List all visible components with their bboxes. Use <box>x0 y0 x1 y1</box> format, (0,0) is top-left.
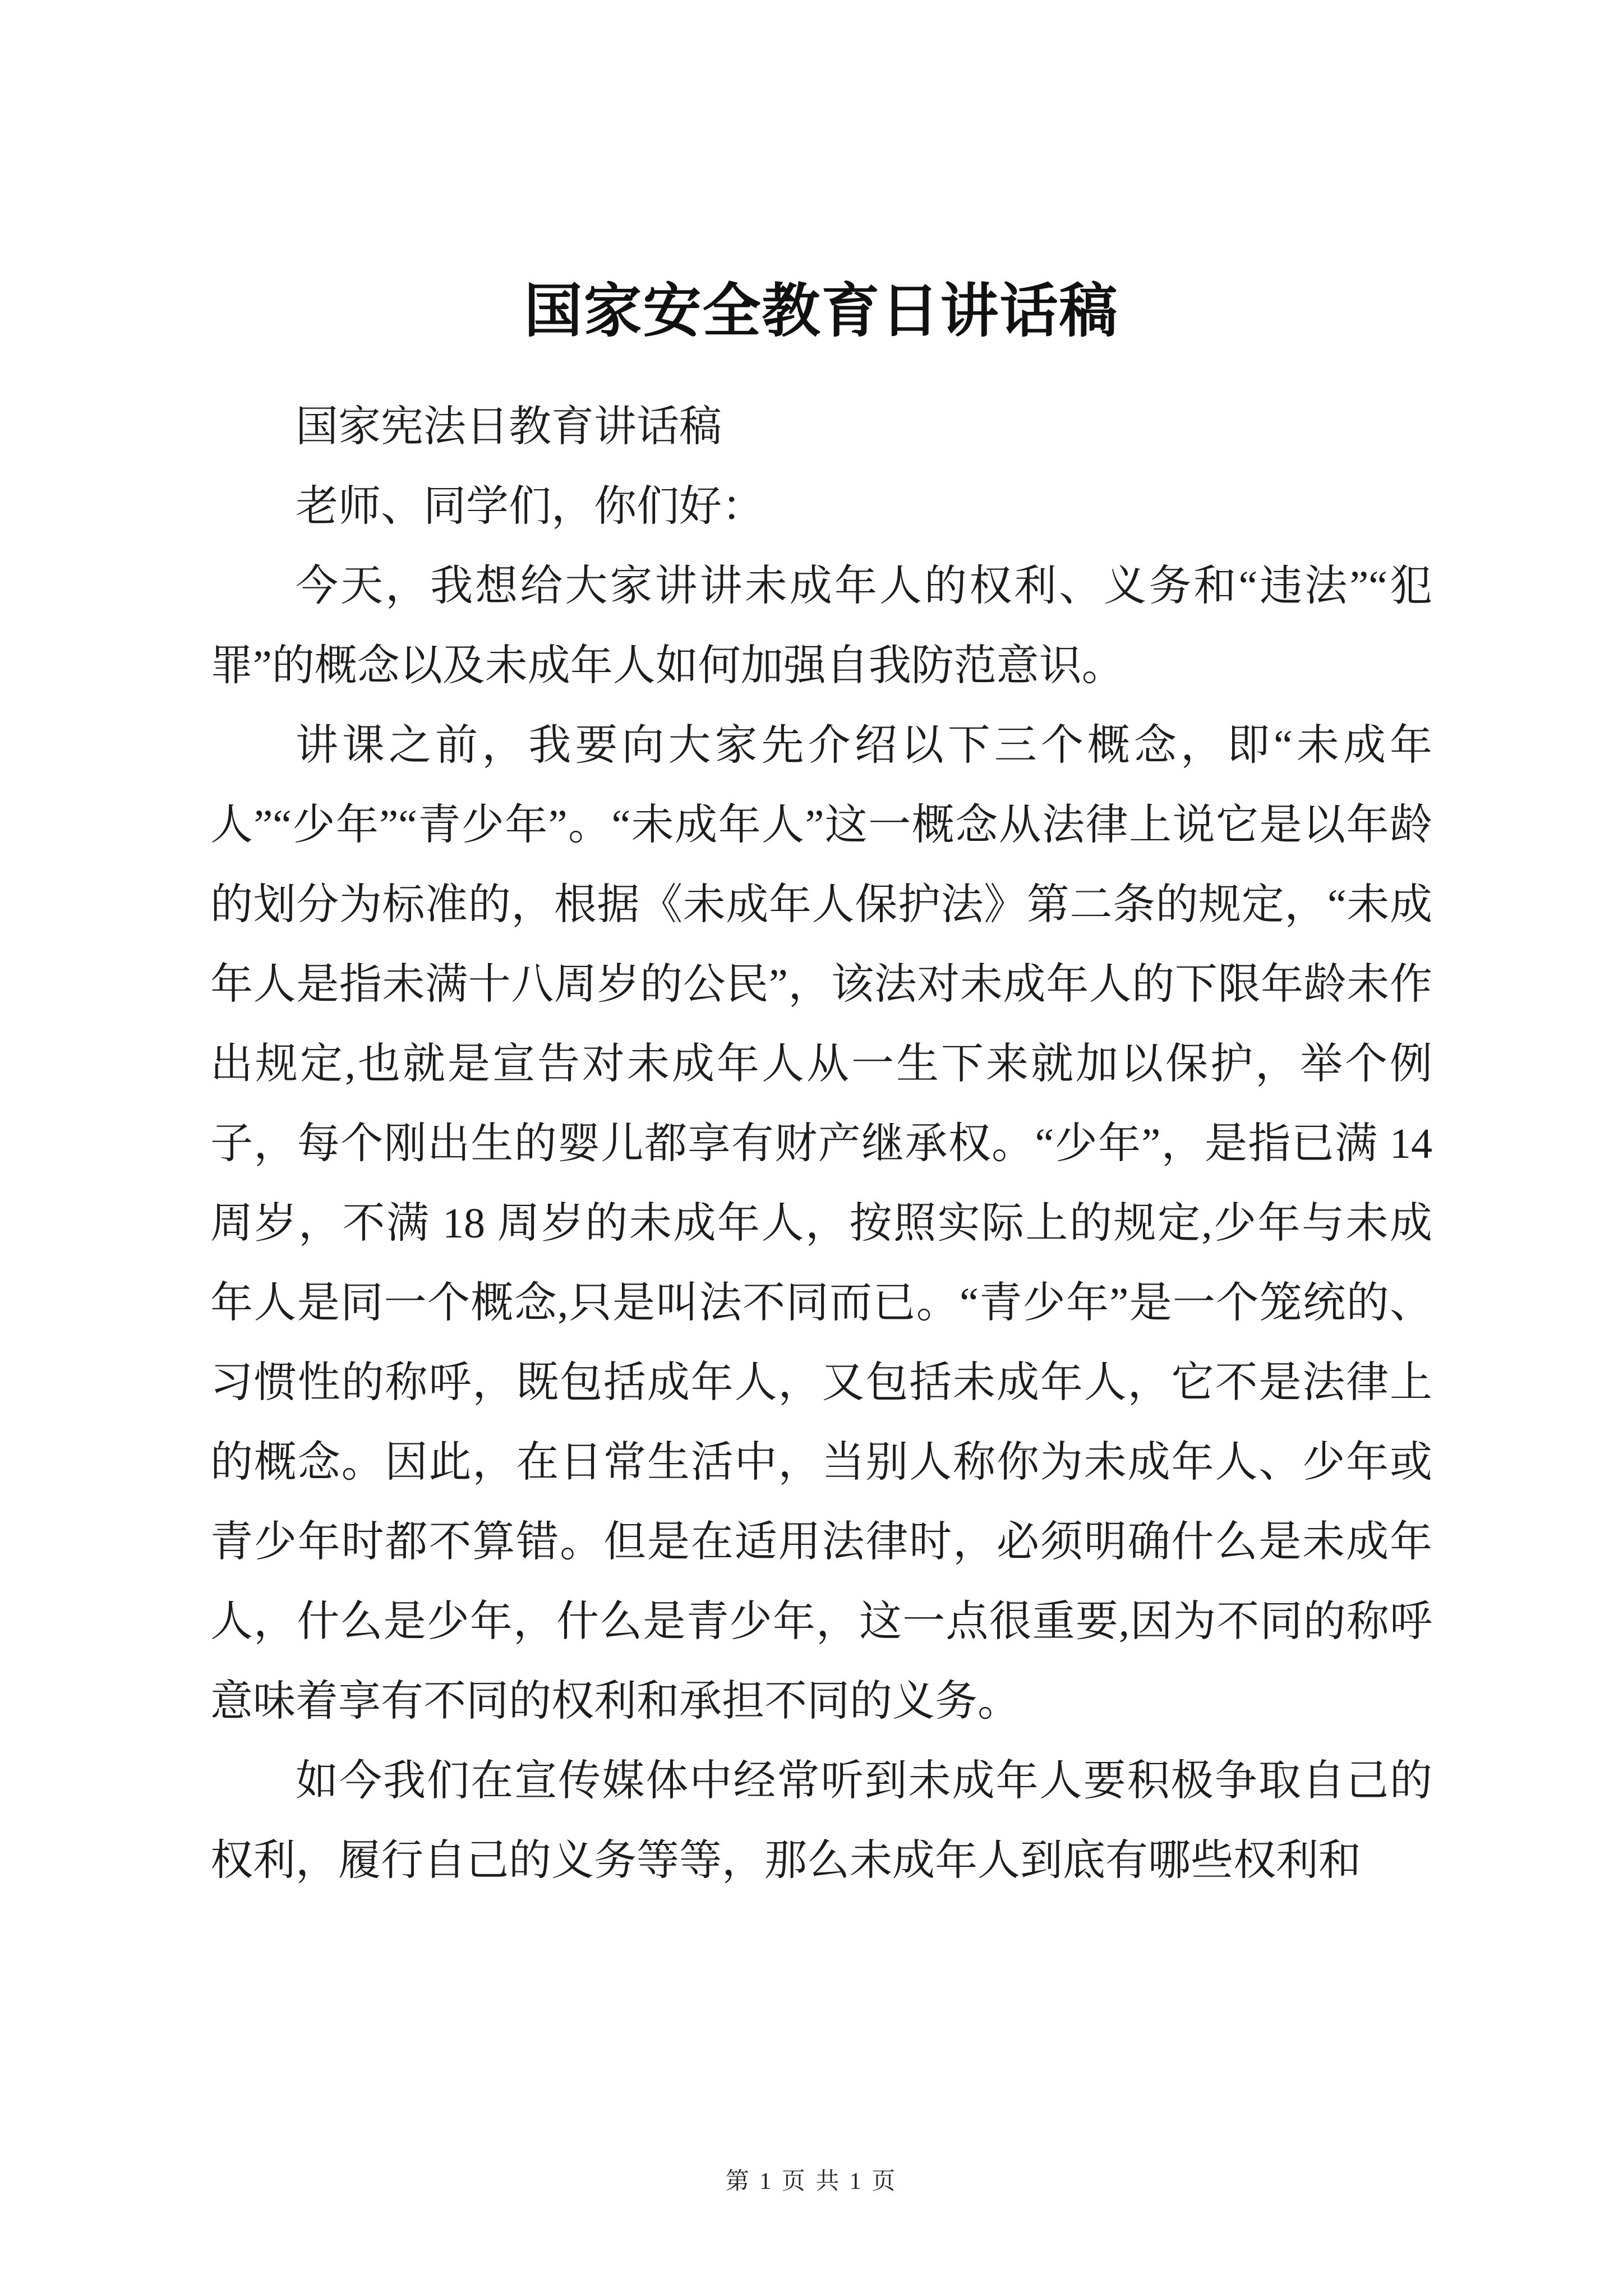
paragraph-intro: 今天，我想给大家讲讲未成年人的权利、义务和“违法”“犯罪”的概念以及未成年人如何加强自我防范意识。 <box>210 563 1432 689</box>
paragraph-rights: 如今我们在宣传媒体中经常听到未成年人要积极争取自己的权利，履行自己的义务等等，那么未成年人到底有哪些权利和 <box>210 1757 1432 1884</box>
page-number-footer: 第 1 页 共 1 页 <box>725 2169 898 2194</box>
document-title: 国家安全教育日讲话稿 <box>524 279 1119 344</box>
paragraph-greeting: 老师、同学们，你们好： <box>296 483 764 530</box>
paragraph-concepts: 讲课之前，我要向大家先介绍以下三个概念，即“未成年人”“少年”“青少年”。“未成年人”这一概念从法律上说它是以年龄的划分为标准的，根据《未成年人保护法》第二条的规定，“未成年人是指未满十八周岁的公民”，该法对未成年人的下限年龄未作出规定,也就是宣告对未成年人从一生下来就加以保护，举个例子，每个刚出生的婴儿都享有财产继承权。“少年”，是指已满 14 周岁，不满 18 周岁的未成年人，按照实际上的规定,少年与未成年人是同一个概念,只是叫法不同而已。“青少年”是一个笼统的、习惯性的称呼，既包括成年人，又包括未成年人，它不是法律上的概念。因此，在日常生活中，当别人称你为未成年人、少年或青少年时都不算错。但是在适用法律时，必须明确什么是未成年人，什么是少年，什么是青少年，这一点很重要,因为不同的称呼意味着享有不同的权利和承担不同的义务。 <box>210 722 1432 1725</box>
paragraph-subtitle: 国家宪法日教育讲话稿 <box>296 403 722 450</box>
